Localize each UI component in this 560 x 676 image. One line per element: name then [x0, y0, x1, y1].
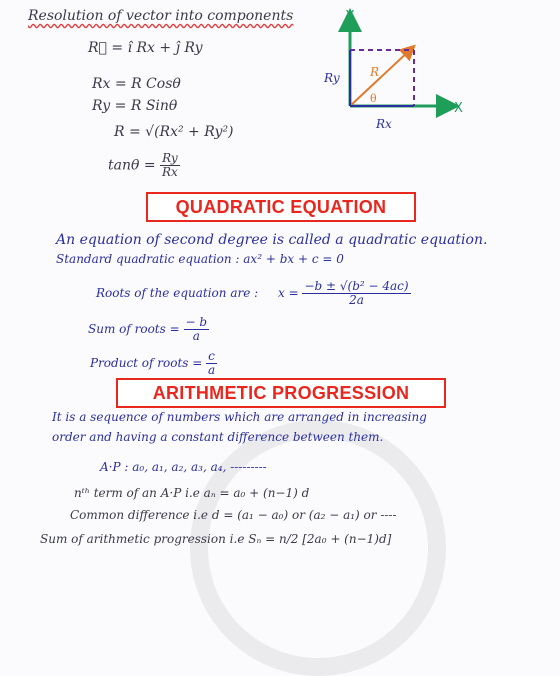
tan-fraction — [160, 152, 180, 179]
r-label: R — [370, 65, 380, 79]
ry-label: Ry — [324, 71, 340, 85]
sum-fraction — [184, 316, 210, 343]
vector-equation: R⃗ = î Rx + ĵ Ry — [88, 40, 203, 56]
magnitude-equation: R = √(Rx² + Ry²) — [114, 124, 234, 140]
rx-label: Rx — [376, 117, 392, 131]
tan-denominator: Rx — [161, 165, 178, 179]
x-label: X — [454, 101, 463, 116]
roots-lhs: Roots of the equation are : — [96, 286, 259, 300]
sum-numerator: − b — [185, 315, 208, 329]
theta-label: θ — [370, 92, 377, 105]
roots-denominator: 2a — [349, 293, 364, 307]
ap-sequence: A·P : a₀, a₁, a₂, a₃, a₄, --------- — [100, 460, 267, 474]
watermark-seal — [190, 420, 446, 676]
product-numerator: c — [208, 349, 215, 363]
ap-sum: Sum of arithmetic progression i.e Sₙ = n/2 [2a₀ + (n−1)d] — [40, 532, 392, 546]
nth-term: nᵗʰ term of an A·P i.e aₙ = a₀ + (n−1) d — [74, 486, 310, 500]
product-of-roots — [90, 350, 217, 377]
ap-definition-2: order and having a constant difference between them. — [52, 430, 384, 444]
product-fraction — [206, 350, 217, 377]
ap-definition-1: It is a sequence of numbers which are arranged in increasing — [52, 410, 427, 424]
roots-line — [96, 280, 411, 307]
rx-equation: Rx = R Cosθ — [92, 76, 181, 92]
vector-diagram — [320, 6, 470, 136]
quadratic-definition: An equation of second degree is called a quadratic equation. — [56, 232, 488, 248]
tan-lhs: tanθ = — [108, 157, 156, 174]
y-label: Y — [346, 9, 354, 24]
vectors-title: Resolution of vector into components — [28, 8, 294, 24]
ry-equation: Ry = R Sinθ — [92, 98, 178, 114]
arithmetic-heading: ARITHMETIC PROGRESSION — [116, 378, 446, 408]
roots-x: x = — [278, 286, 299, 300]
tan-numerator: Ry — [162, 151, 178, 165]
quadratic-standard: Standard quadratic equation : ax² + bx + c = 0 — [56, 252, 344, 266]
roots-fraction — [302, 280, 410, 307]
resultant-vector — [350, 50, 410, 106]
common-difference: Common difference i.e d = (a₁ − a₀) or (a₂ − a₁) or ---- — [70, 508, 397, 522]
tan-equation — [108, 152, 180, 179]
roots-numerator: −b ± √(b² − 4ac) — [304, 279, 409, 293]
product-denominator: a — [207, 363, 216, 377]
quadratic-heading: QUADRATIC EQUATION — [146, 192, 416, 222]
sum-of-roots — [88, 316, 209, 343]
sum-denominator: a — [192, 329, 200, 343]
sum-lhs: Sum of roots = — [88, 322, 180, 336]
product-lhs: Product of roots = — [90, 356, 203, 370]
